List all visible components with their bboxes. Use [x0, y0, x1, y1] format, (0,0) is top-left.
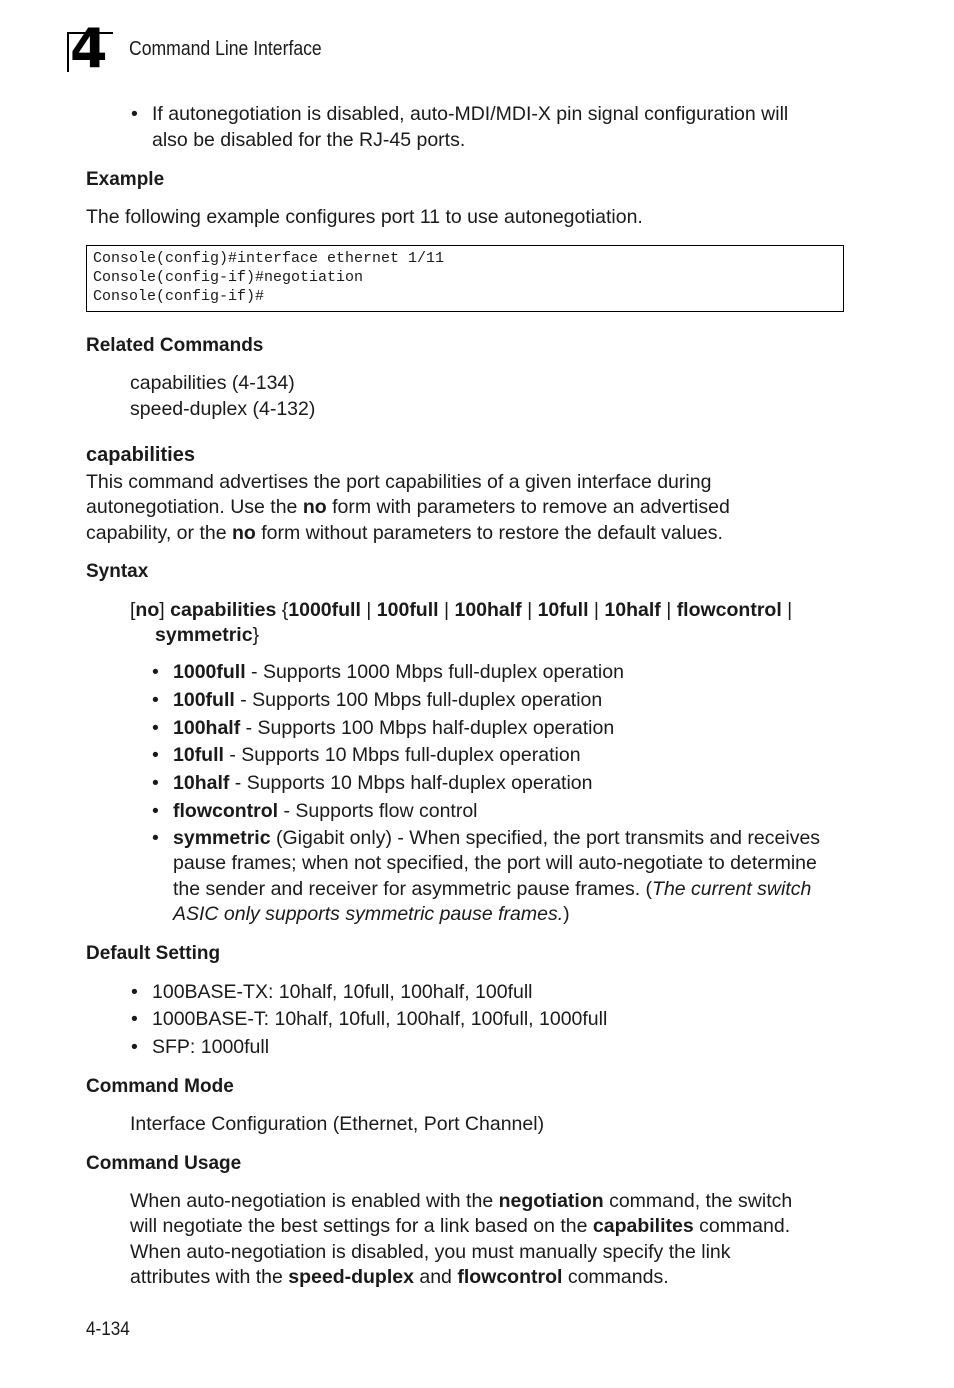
param-item: 100half - Supports 100 Mbps half-duplex operation	[173, 717, 615, 739]
related-commands-heading: Related Commands	[86, 335, 264, 356]
param-item: 10full - Supports 10 Mbps full-duplex operation	[173, 744, 581, 766]
bullet-marker: •	[152, 744, 159, 766]
param-item: 1000full - Supports 1000 Mbps full-duplex operation	[173, 661, 624, 683]
param-item-symmetric: symmetric (Gigabit only) - When specified, the port transmits and receives	[173, 827, 821, 849]
intro-bullet-line: If autonegotiation is disabled, auto-MDI/MDI-X pin signal configuration will	[152, 103, 789, 125]
example-text: The following example configures port 11 to use autonegotiation.	[86, 206, 643, 228]
param-item: flowcontrol - Supports flow control	[173, 800, 478, 822]
bullet-marker: •	[131, 1036, 138, 1058]
code-line: Console(config-if)#	[93, 288, 265, 305]
code-line: Console(config-if)#negotiation	[93, 269, 364, 286]
bullet-marker: •	[152, 772, 159, 794]
command-mode-heading: Command Mode	[86, 1076, 234, 1097]
running-header-title: Command Line Interface	[129, 38, 322, 60]
chapter-number: 4	[70, 17, 108, 80]
bullet-marker: •	[152, 717, 159, 739]
command-usage-heading: Command Usage	[86, 1153, 242, 1174]
default-item: SFP: 1000full	[152, 1036, 270, 1058]
syntax-heading: Syntax	[86, 561, 149, 582]
bullet-marker: •	[152, 800, 159, 822]
param-item-symmetric-line: ASIC only supports symmetric pause frames.)	[173, 903, 570, 925]
usage-line: When auto-negotiation is enabled with the negotiation command, the switch	[130, 1190, 793, 1212]
default-setting-heading: Default Setting	[86, 943, 221, 964]
related-command-item: capabilities (4-134)	[130, 372, 295, 394]
param-item-symmetric-line: pause frames; when not specified, the port will auto-negotiate to determine	[173, 852, 817, 874]
bullet-marker: •	[152, 689, 159, 711]
related-command-item: speed-duplex (4-132)	[130, 398, 316, 420]
usage-line: attributes with the speed-duplex and flowcontrol commands.	[130, 1266, 669, 1288]
bullet-marker: •	[131, 103, 138, 125]
param-item: 100full - Supports 100 Mbps full-duplex operation	[173, 689, 603, 711]
bullet-marker: •	[152, 661, 159, 683]
default-item: 100BASE-TX: 10half, 10full, 100half, 100full	[152, 981, 533, 1003]
example-heading: Example	[86, 169, 165, 190]
param-item-symmetric-line: the sender and receiver for asymmetric pause frames. (The current switch	[173, 878, 812, 900]
param-item: 10half - Supports 10 Mbps half-duplex operation	[173, 772, 593, 794]
bullet-marker: •	[152, 827, 159, 849]
page-number: 4-134	[86, 1319, 130, 1340]
command-description-line: This command advertises the port capabilities of a given interface during	[86, 471, 712, 493]
intro-bullet-line: also be disabled for the RJ-45 ports.	[152, 129, 466, 151]
command-description-line: autonegotiation. Use the no form with parameters to remove an advertised	[86, 496, 730, 518]
syntax-line: symmetric}	[155, 624, 260, 646]
command-description-line: capability, or the no form without parameters to restore the default values.	[86, 522, 723, 544]
syntax-line: [no] capabilities {1000full | 100full | 100half | 10full | 10half | flowcontrol |	[130, 599, 793, 621]
code-line: Console(config)#interface ethernet 1/11	[93, 250, 445, 267]
bullet-marker: •	[131, 981, 138, 1003]
command-mode-text: Interface Configuration (Ethernet, Port Channel)	[130, 1113, 545, 1135]
usage-line: When auto-negotiation is disabled, you must manually specify the link	[130, 1241, 731, 1263]
default-item: 1000BASE-T: 10half, 10full, 100half, 100full, 1000full	[152, 1008, 608, 1030]
bullet-marker: •	[131, 1008, 138, 1030]
usage-line: will negotiate the best settings for a link based on the capabilites command.	[130, 1215, 791, 1237]
command-heading: capabilities	[86, 444, 195, 466]
